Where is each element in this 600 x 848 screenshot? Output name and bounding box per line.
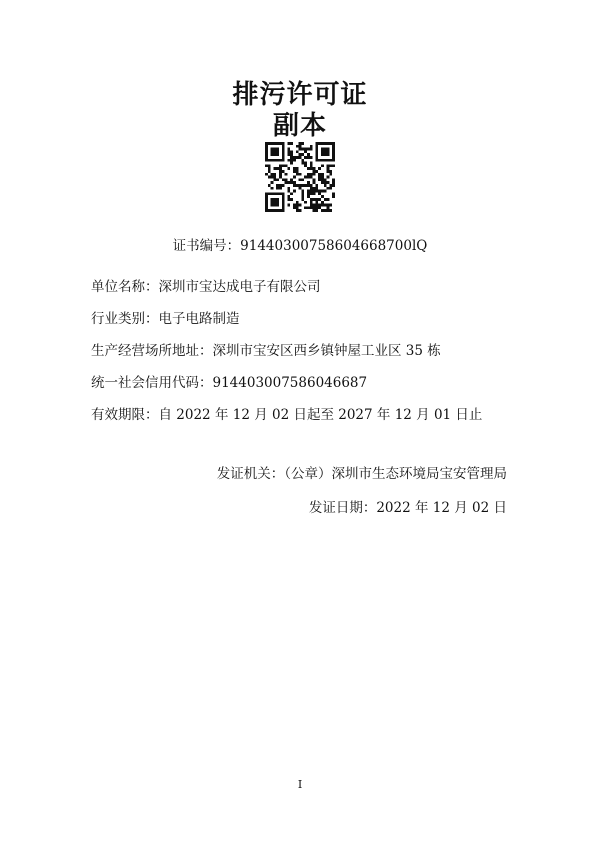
- issuer-label: 发证机关：: [216, 466, 285, 482]
- field-label: 行业类别：: [91, 311, 159, 327]
- field-value: 深圳市宝达成电子有限公司: [158, 279, 321, 295]
- field-address: [91, 339, 441, 359]
- field-value: 深圳市宝安区西乡镇钟屋工业区 35 栋: [212, 343, 441, 359]
- qr-code-icon: [265, 142, 335, 212]
- issue-date: [309, 496, 507, 516]
- field-value: 914403007586046687: [212, 375, 368, 391]
- field-label: 单位名称：: [91, 279, 159, 295]
- certificate-number: [0, 234, 600, 254]
- issue-date-value: 2022 年 12 月 02 日: [376, 500, 507, 516]
- field-label: 统一社会信用代码：: [91, 375, 213, 391]
- field-validity: [91, 403, 482, 423]
- page-number: I: [297, 778, 303, 791]
- field-label: 生产经营场所地址：: [91, 343, 213, 359]
- field-company-name: [91, 275, 321, 295]
- issuer-value: （公章）深圳市生态环境局宝安管理局: [284, 466, 507, 482]
- field-industry: [91, 307, 240, 327]
- document-title: 排污许可证: [232, 80, 368, 110]
- certificate-number-value: 91440300758604668700lQ: [240, 238, 428, 254]
- issue-date-label: 发证日期：: [308, 500, 377, 516]
- field-value: 自 2022 年 12 月 02 日起至 2027 年 12 月 01 日止: [158, 407, 483, 423]
- field-value: 电子电路制造: [158, 311, 240, 327]
- certificate-number-label: 证书编号：: [172, 238, 241, 254]
- document-subtitle: 副本: [272, 111, 327, 141]
- field-label: 有效期限：: [91, 407, 159, 423]
- issuing-authority: [217, 462, 507, 482]
- field-credit-code: [91, 371, 367, 391]
